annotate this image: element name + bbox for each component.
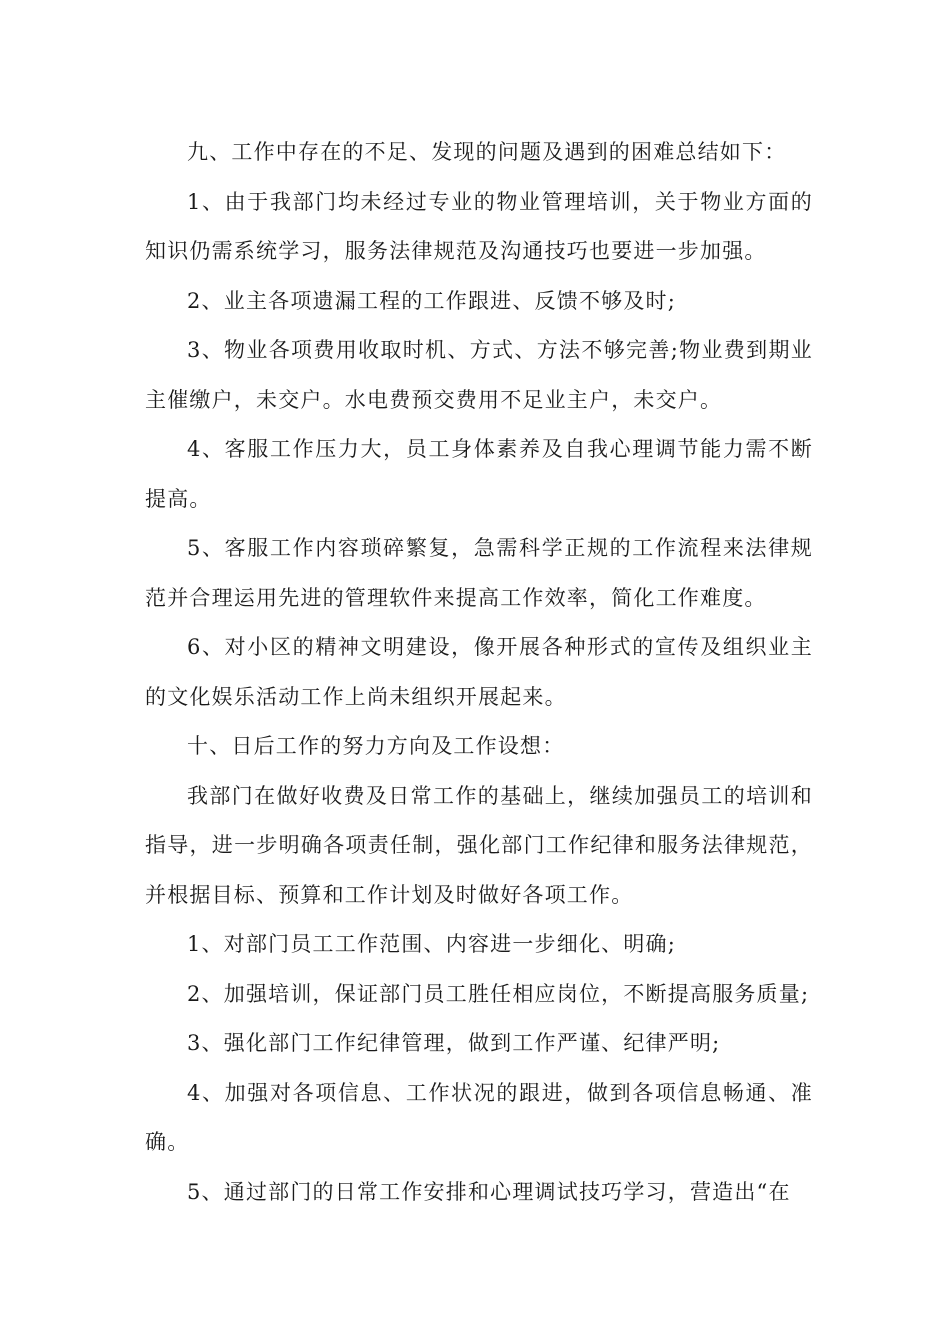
document-body [145, 128, 813, 1217]
paragraph: 1、由于我部门均未经过专业的物业管理培训，关于物业方面的知识仍需系统学习，服务法律规范及沟通技巧也要进一步加强。 [145, 189, 813, 263]
paragraph: 5、通过部门的日常工作安排和心理调试技巧学习，营造出“在 [187, 1179, 791, 1204]
paragraph: 5、客服工作内容琐碎繁复，急需科学正规的工作流程来法律规范并合理运用先进的管理软件来提高工作效率，简化工作难度。 [145, 536, 813, 610]
paragraph: 4、客服工作压力大，员工身体素养及自我心理调节能力需不断提高。 [145, 437, 813, 511]
paragraph: 3、强化部门工作纪律管理，做到工作严谨、纪律严明; [187, 1031, 721, 1055]
paragraph: 6、对小区的精神文明建设，像开展各种形式的宣传及组织业主的文化娱乐活动工作上尚未组织开展起来。 [145, 635, 813, 709]
paragraph: 1、对部门员工工作范围、内容进一步细化、明确; [187, 932, 677, 956]
paragraph: 4、加强对各项信息、工作状况的跟进，做到各项信息畅通、准确。 [145, 1080, 813, 1154]
paragraph: 2、加强培训，保证部门员工胜任相应岗位，不断提高服务质量; [187, 981, 810, 1006]
paragraph: 我部门在做好收费及日常工作的基础上，继续加强员工的培训和指导，进一步明确各项责任制，强化部门工作纪律和服务法律规范，并根据目标、预算和工作计划及时做好各项工作。 [145, 783, 813, 907]
section-heading-nine: 九、工作中存在的不足、发现的问题及遇到的困难总结如下： [187, 140, 787, 164]
section-heading-ten: 十、日后工作的努力方向及工作设想： [187, 734, 565, 758]
paragraph: 3、物业各项费用收取时机、方式、方法不够完善;物业费到期业主催缴户，未交户。水电费预交费用不足业主户，未交户。 [145, 338, 813, 412]
paragraph: 2、业主各项遗漏工程的工作跟进、反馈不够及时; [187, 288, 677, 313]
